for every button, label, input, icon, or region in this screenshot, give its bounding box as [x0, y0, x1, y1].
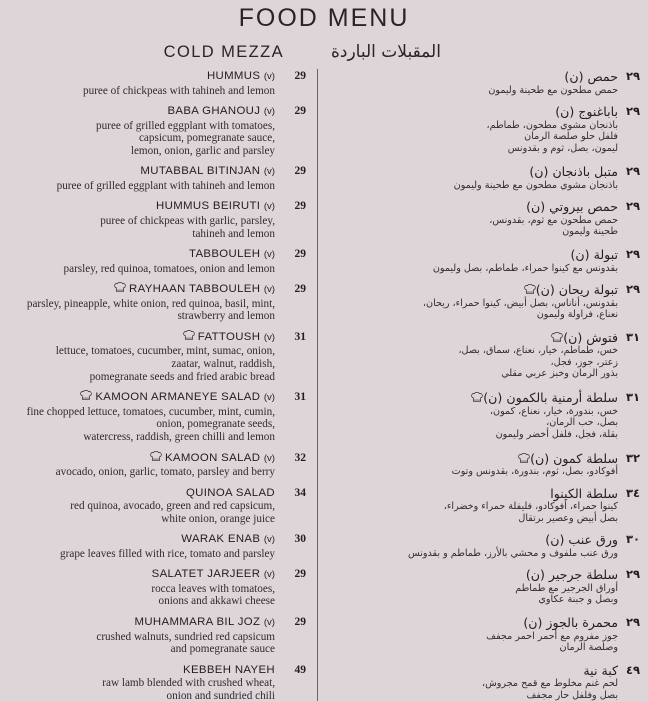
menu-item: [0, 164, 648, 192]
section-title-english: COLD MEZZA: [163, 43, 284, 61]
item-name-arabic: باباغنوج (ن): [555, 104, 618, 120]
item-description-english: grape leaves filled with rice, tomato and parsley: [60, 547, 275, 560]
menu-item: [0, 567, 648, 608]
menu-item-arabic: [317, 532, 648, 559]
english-text-block: [56, 451, 275, 479]
item-description-english: parsley, pineapple, white onion, red quinoa, basil, mint, strawberry and lemon: [26, 297, 275, 323]
item-description-arabic: بقدونس مع كينوا حمراء، طماطم، بصل وليمون: [432, 262, 618, 274]
item-price-english: 29: [294, 105, 306, 118]
menu-item: [0, 615, 648, 656]
item-name-arabic: تبولة ريحان (ن): [329, 282, 618, 297]
arabic-text-block: [329, 247, 618, 274]
item-price-arabic: ٤٩: [626, 662, 641, 677]
arabic-text-block: [329, 164, 618, 191]
menu-item-arabic: [317, 663, 648, 702]
item-name-english: TABBOULEH (v): [188, 248, 275, 261]
item-price-arabic: ٢٩: [626, 282, 641, 297]
item-price-english: 31: [294, 330, 306, 343]
item-price-english: 30: [294, 533, 306, 546]
item-name-arabic: سلطة الكينوا: [550, 485, 618, 501]
item-description-arabic: بقدونس، أناناس، بصل أبيض، كينوا حمراء، ريحان، نعناع، فراولة وليمون: [422, 297, 618, 321]
menu-item-english: [0, 567, 317, 608]
menu-item-english: [0, 532, 317, 560]
english-text-block: [100, 199, 275, 240]
item-name-arabic: حمص (ن): [564, 69, 618, 84]
arabic-text-block: [329, 663, 618, 702]
item-description-english: puree of grilled eggplant with tahineh and lemon: [56, 179, 275, 192]
menu-item: [0, 532, 648, 560]
menu-item-arabic: [317, 104, 648, 154]
arabic-text-block: [329, 104, 618, 154]
arabic-text-block: [329, 282, 618, 321]
item-price-english: 29: [294, 248, 306, 261]
item-name-english: MUTABBAL BITINJAN (v): [140, 165, 275, 178]
item-description-english: fine chopped lettuce, tomatoes, cucumber, mint, cumin, onion, pomegranate seeds, watercress, raddish, green chilli and lemon: [26, 405, 275, 443]
item-name-english: KAMOON ARMANEYE SALAD (v): [27, 390, 275, 405]
menu-item-arabic: [317, 615, 648, 654]
item-name-english: KEBBEH NAYEH: [183, 663, 275, 676]
item-name-english: HUMMUS (v): [206, 70, 275, 82]
menu-item-english: [0, 247, 317, 275]
item-description-english: crushed walnuts, sundried red capsicum and pomegranate sauce: [96, 630, 275, 656]
menu-item-arabic: [317, 451, 648, 478]
item-description-english: lettuce, tomatoes, cucumber, mint, sumac, onion, zaatar, walnut, raddish, pomegranate seeds and fried arabic bread: [55, 345, 275, 383]
menu-item-english: [0, 451, 317, 479]
item-name-arabic: ورق عنب (ن): [545, 532, 618, 548]
arabic-text-block: [329, 486, 618, 525]
menu-header: [0, 0, 648, 62]
arabic-text-block: [329, 567, 618, 606]
item-price-arabic: ٢٩: [626, 104, 641, 119]
item-price-english: 32: [294, 451, 306, 464]
arabic-text-block: [329, 69, 618, 96]
menu-item-english: [0, 390, 317, 443]
item-name-arabic: سلطة كمون (ن): [329, 451, 618, 466]
english-text-block: [96, 104, 275, 157]
menu-item: [0, 390, 648, 443]
english-text-block: [57, 164, 275, 192]
item-price-english: 29: [294, 616, 306, 629]
item-price-english: 29: [294, 200, 306, 213]
section-title-arabic: المقبلات الباردة: [331, 42, 441, 62]
item-price-english: 29: [294, 70, 306, 82]
item-price-english: 49: [294, 663, 306, 676]
item-name-arabic: متبل باذنجان (ن): [529, 164, 618, 180]
item-description-english: puree of chickpeas with garlic, parsley, tahineh and lemon: [100, 214, 275, 240]
item-name-arabic: كبة نية: [583, 662, 618, 678]
english-text-block: [96, 615, 275, 656]
item-name-arabic: فتوش (ن): [329, 330, 618, 345]
chef-hat-icon: [524, 284, 536, 295]
chef-hat-icon: [80, 390, 92, 401]
item-name-english: MUHAMMARA BIL JOZ (v): [134, 616, 275, 629]
english-text-block: [27, 390, 275, 443]
menu-item-english: [0, 486, 317, 526]
item-name-english: HUMMUS BEIRUTI (v): [156, 200, 275, 213]
chef-hat-icon: [114, 282, 126, 293]
english-text-block: [56, 330, 275, 383]
item-description-arabic: باذنجان مشوي مطحون، طماطم، فلفل حلو صلصة الرمان ليمون، بصل، ثوم و بقدونس: [486, 119, 618, 154]
english-text-block: [70, 486, 275, 526]
item-name-english: BABA GHANOUJ (v): [167, 105, 275, 118]
menu-item: [0, 451, 648, 479]
item-description-arabic: أفوكادو، بصل، ثوم، بندورة، بقدونس وتوت: [451, 466, 618, 477]
item-price-english: 34: [294, 486, 306, 499]
page-title: FOOD MENU: [238, 4, 410, 32]
item-description-english: puree of grilled eggplant with tomatoes, capsicum, pomegranate sauce, lemon, onion, garlic and parsley: [96, 119, 275, 157]
item-name-english: KAMOON SALAD (v): [56, 451, 275, 466]
item-price-arabic: ٢٩: [626, 567, 641, 582]
english-text-block: [83, 69, 275, 97]
item-description-english: puree of chickpeas with tahineh and lemon: [83, 84, 275, 97]
item-description-arabic: حمص مطحون مع ثوم، بقدونس، طحينة وليمون: [489, 214, 618, 238]
item-name-english: QUINOA SALAD: [185, 486, 275, 499]
menu-item-english: [0, 663, 317, 702]
item-price-english: 31: [294, 391, 306, 404]
menu-item: [0, 199, 648, 240]
item-description-arabic: لحم غنم مخلوط مع قمح مجروش، بصل وفلفل حار مجفف: [481, 678, 618, 701]
english-text-block: [102, 663, 275, 702]
menu-item-arabic: [317, 330, 648, 380]
item-name-arabic: سلطة جرجير (ن): [525, 567, 618, 583]
item-name-arabic: سلطة أرمنية بالكمون (ن): [329, 390, 618, 405]
item-description-arabic: حمص مطحون مع طحينة وليمون: [488, 84, 618, 96]
arabic-text-block: [329, 615, 618, 654]
menu-item-arabic: [317, 199, 648, 238]
english-text-block: [27, 282, 275, 323]
chef-hat-icon: [551, 332, 563, 343]
menu-item: [0, 282, 648, 323]
item-description-arabic: كينوا حمراء، أفوكادو، فليفلة حمراء وخضراء، بصل أبيض وعصير برتقال: [443, 501, 618, 524]
item-price-english: 29: [294, 283, 306, 296]
item-price-arabic: ٢٩: [626, 615, 641, 630]
english-text-block: [64, 247, 275, 275]
menu-item-english: [0, 69, 317, 97]
column-divider: [317, 69, 318, 701]
item-price-arabic: ٢٩: [626, 199, 641, 214]
item-description-arabic: باذنجان مشوي مطحون مع طحينة وليمون: [453, 179, 618, 191]
item-price-arabic: ٣١: [626, 329, 641, 344]
menu-item-english: [0, 199, 317, 240]
menu-item-english: [0, 104, 317, 157]
menu-item: [0, 69, 648, 97]
item-description-arabic: ورق عنب ملفوف و محشي بالأرز، طماطم و بقدونس: [407, 547, 618, 559]
item-description-arabic: أوراق الجرجير مع طماطم وبصل و جبنة عكاوي: [515, 582, 618, 606]
item-description-english: red quinoa, avocado, green and red capsicum, white onion, orange juice: [70, 500, 275, 525]
item-name-english: SALATET JARJEER (v): [151, 568, 275, 581]
item-name-english: FATTOUSH (v): [56, 330, 275, 345]
item-name-english: WARAK ENAB (v): [181, 533, 275, 546]
english-text-block: [60, 532, 275, 560]
english-text-block: [151, 567, 275, 608]
menu-item-english: [0, 615, 317, 656]
item-description-english: avocado, onion, garlic, tomato, parsley and berry: [55, 466, 275, 478]
menu-item-english: [0, 330, 317, 383]
menu-item-arabic: [317, 390, 648, 440]
menu-item: [0, 486, 648, 526]
menu-item-english: [0, 164, 317, 192]
item-price-arabic: ٣٤: [626, 485, 641, 500]
item-description-arabic: خس، طماطم، خيار، نعناع، سماق، بصل، زعتر، جوز، فجل، بذور الرمان وخبز عربي مقلي: [458, 345, 618, 380]
menu-item: [0, 247, 648, 275]
item-description-arabic: جوز مفروم مع أحمر احمر مجفف وصلصة الرمان: [486, 630, 618, 654]
item-price-arabic: ٣٠: [626, 532, 641, 547]
menu-item-arabic: [317, 247, 648, 274]
arabic-text-block: [329, 390, 618, 440]
item-price-arabic: ٢٩: [626, 247, 641, 262]
arabic-text-block: [329, 330, 618, 380]
item-description-english: rocca leaves with tomatoes, onions and akkawi cheese: [151, 582, 275, 608]
item-name-arabic: حمص بيروتي (ن): [526, 199, 618, 215]
item-price-arabic: ٣٢: [626, 450, 641, 465]
item-description-english: raw lamb blended with crushed wheat, onion and sundried chili: [102, 677, 275, 702]
chef-hat-icon: [150, 451, 162, 462]
menu-item-arabic: [317, 164, 648, 191]
item-price-arabic: ٣١: [626, 390, 641, 405]
chef-hat-icon: [518, 453, 530, 464]
item-name-arabic: تبولة (ن): [570, 247, 618, 263]
menu-item-arabic: [317, 486, 648, 525]
item-price-arabic: ٢٩: [626, 164, 641, 179]
chef-hat-icon: [471, 392, 483, 403]
item-description-arabic: خس، بندورة، خيار، نعناع، كمون، بصل، حب الرمان، بقلة، فجل، فلفل أخضر وليمون: [489, 405, 618, 440]
arabic-text-block: [329, 532, 618, 559]
section-header-row: [0, 42, 648, 62]
item-name-arabic: محمرة بالجوز (ن): [523, 615, 618, 631]
item-name-english: RAYHAAN TABBOULEH (v): [27, 282, 275, 297]
menu-item: [0, 104, 648, 157]
menu-item-arabic: [317, 69, 648, 96]
menu-item-arabic: [317, 282, 648, 321]
menu-item: [0, 663, 648, 702]
arabic-text-block: [329, 451, 618, 478]
item-price-arabic: ٢٩: [626, 69, 641, 83]
item-description-english: parsley, red quinoa, tomatoes, onion and lemon: [63, 262, 275, 275]
menu-item-arabic: [317, 567, 648, 606]
menu-item: [0, 330, 648, 383]
arabic-text-block: [329, 199, 618, 238]
menu-items-list: [0, 69, 648, 702]
chef-hat-icon: [183, 330, 195, 341]
menu-item-english: [0, 282, 317, 323]
item-price-english: 29: [294, 568, 306, 581]
item-price-english: 29: [294, 165, 306, 178]
